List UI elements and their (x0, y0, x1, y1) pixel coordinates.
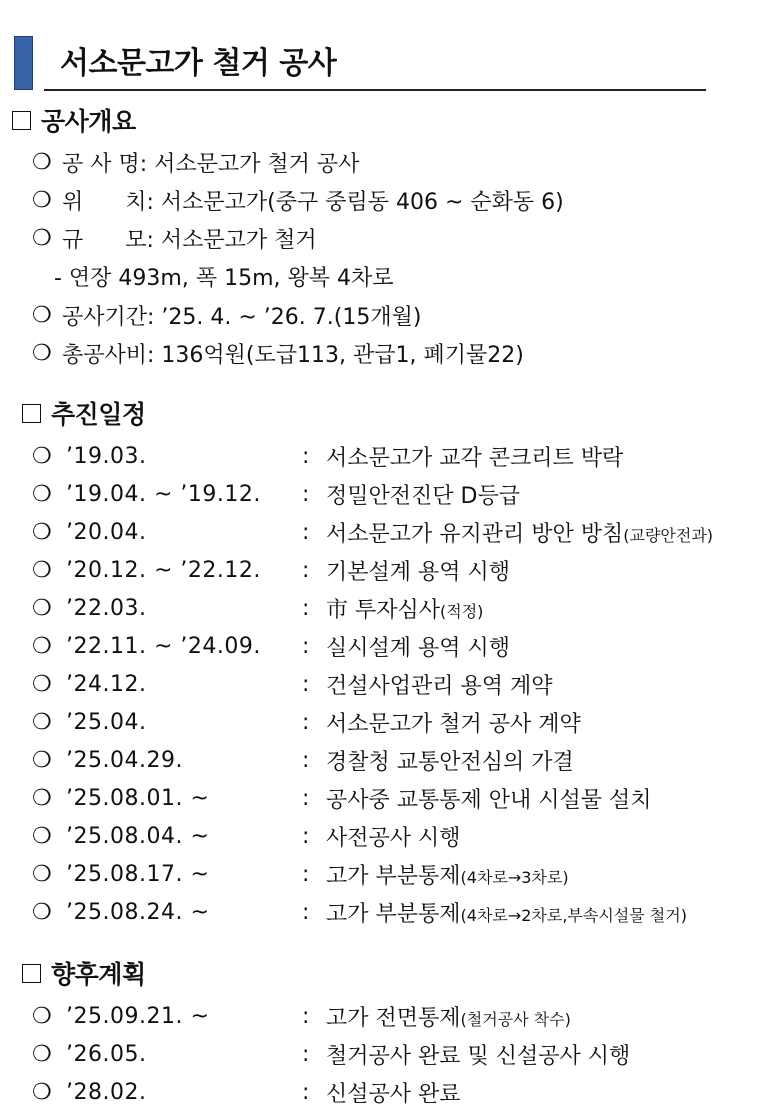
circle-bullet-icon: ❍ (32, 149, 52, 175)
page-title: 서소문고가 철거 공사 (60, 46, 337, 81)
colon: : (302, 861, 310, 887)
circle-bullet-icon: ❍ (32, 633, 52, 659)
schedule-date: ’22.03. (66, 595, 147, 621)
schedule-date: ’25.08.17. ~ (66, 861, 210, 887)
colon: : (302, 747, 310, 773)
desc-text: 고가 전면통제 (326, 1005, 461, 1031)
circle-bullet-icon: ❍ (32, 481, 52, 507)
schedule-desc (326, 897, 687, 928)
schedule-desc (326, 517, 713, 548)
desc-text: 철거공사 완료 및 신설공사 시행 (326, 1043, 631, 1069)
section-overview-heading (12, 103, 136, 137)
desc-text: 고가 부분통제 (326, 901, 461, 927)
schedule-desc (326, 783, 652, 814)
colon: : (302, 785, 310, 811)
colon: : (302, 557, 310, 583)
colon: : (302, 633, 310, 659)
schedule-desc (326, 859, 569, 890)
schedule-desc (326, 745, 574, 776)
desc-text: 건설사업관리 용역 계약 (326, 673, 553, 699)
schedule-desc (326, 479, 520, 510)
desc-note: (교량안전과) (623, 525, 714, 545)
schedule-desc (326, 555, 510, 586)
desc-text: 실시설계 용역 시행 (326, 635, 511, 661)
colon: : (302, 899, 310, 925)
schedule-date: ’25.04.29. (66, 747, 183, 773)
section-title: 추진일정 (51, 400, 146, 429)
circle-bullet-icon: ❍ (32, 187, 52, 213)
overview-text: 규 모: 서소문고가 철거 (62, 227, 317, 253)
desc-text: 사전공사 시행 (326, 825, 461, 851)
desc-text: 서소문고가 철거 공사 계약 (326, 711, 581, 737)
circle-bullet-icon: ❍ (32, 595, 52, 621)
desc-text: 서소문고가 유지관리 방안 방침 (326, 521, 624, 547)
colon: : (302, 443, 310, 469)
circle-bullet-icon: ❍ (32, 225, 52, 251)
circle-bullet-icon: ❍ (32, 785, 52, 811)
circle-bullet-icon: ❍ (32, 823, 52, 849)
future-desc (326, 1039, 630, 1070)
desc-text: 공사중 교통통제 안내 시설물 설치 (326, 787, 652, 813)
desc-text: 기본설계 용역 시행 (326, 559, 511, 585)
schedule-date: ’20.04. (66, 519, 147, 545)
schedule-desc (326, 631, 510, 662)
overview-subtext: - 연장 493m, 폭 15m, 왕복 4차로 (54, 265, 394, 291)
desc-text: 경찰청 교통안전심의 가결 (326, 749, 574, 775)
circle-bullet-icon: ❍ (32, 1003, 52, 1029)
future-desc (326, 1077, 461, 1108)
section-title: 공사개요 (41, 107, 136, 136)
colon: : (302, 595, 310, 621)
desc-note: (4차로→2차로,부속시설물 철거) (460, 905, 687, 925)
future-date: ’28.02. (66, 1079, 147, 1105)
desc-text: 서소문고가 교각 콘크리트 박락 (326, 445, 624, 471)
colon: : (302, 709, 310, 735)
section-schedule-heading (22, 396, 146, 430)
square-checkbox-icon (22, 404, 41, 423)
circle-bullet-icon: ❍ (32, 1041, 52, 1067)
desc-note: (적정) (440, 601, 484, 621)
schedule-date: ’24.12. (66, 671, 147, 697)
title-underline (44, 89, 706, 91)
desc-note: (철거공사 착수) (460, 1009, 571, 1029)
circle-bullet-icon: ❍ (32, 709, 52, 735)
colon: : (302, 519, 310, 545)
schedule-date: ’25.08.01. ~ (66, 785, 210, 811)
circle-bullet-icon: ❍ (32, 861, 52, 887)
overview-text: 공 사 명: 서소문고가 철거 공사 (62, 151, 360, 177)
schedule-date: ’25.08.24. ~ (66, 899, 210, 925)
colon: : (302, 481, 310, 507)
circle-bullet-icon: ❍ (32, 899, 52, 925)
schedule-date: ’25.08.04. ~ (66, 823, 210, 849)
schedule-date: ’19.03. (66, 443, 147, 469)
schedule-desc (326, 669, 553, 700)
colon: : (302, 671, 310, 697)
overview-text: 총공사비: 136억원(도급113, 관급1, 폐기물22) (62, 342, 524, 368)
circle-bullet-icon: ❍ (32, 671, 52, 697)
schedule-desc (326, 441, 623, 472)
circle-bullet-icon: ❍ (32, 443, 52, 469)
section-title: 향후계획 (51, 960, 146, 989)
circle-bullet-icon: ❍ (32, 747, 52, 773)
section-future-heading (22, 956, 146, 990)
circle-bullet-icon: ❍ (32, 302, 52, 328)
circle-bullet-icon: ❍ (32, 1079, 52, 1105)
schedule-desc (326, 707, 581, 738)
circle-bullet-icon: ❍ (32, 340, 52, 366)
schedule-desc (326, 821, 461, 852)
schedule-desc (326, 593, 483, 624)
colon: : (302, 823, 310, 849)
schedule-date: ’25.04. (66, 709, 147, 735)
colon: : (302, 1041, 310, 1067)
desc-note: (4차로→3차로) (460, 867, 569, 887)
desc-text: 고가 부분통제 (326, 863, 461, 889)
desc-text: 신설공사 완료 (326, 1081, 461, 1107)
title-accent-bar (14, 36, 33, 90)
future-desc (326, 1001, 571, 1032)
schedule-date: ’19.04. ~ ’19.12. (66, 481, 261, 507)
future-date: ’25.09.21. ~ (66, 1003, 210, 1029)
schedule-date: ’22.11. ~ ’24.09. (66, 633, 261, 659)
colon: : (302, 1003, 310, 1029)
desc-text: 市 투자심사 (326, 597, 441, 623)
square-checkbox-icon (12, 111, 31, 130)
overview-text: 위 치: 서소문고가(중구 중림동 406 ~ 순화동 6) (62, 189, 564, 215)
desc-text: 정밀안전진단 D등급 (326, 483, 520, 509)
future-date: ’26.05. (66, 1041, 147, 1067)
circle-bullet-icon: ❍ (32, 557, 52, 583)
square-checkbox-icon (22, 964, 41, 983)
colon: : (302, 1079, 310, 1105)
overview-text: 공사기간: ’25. 4. ~ ’26. 7.(15개월) (62, 304, 422, 330)
schedule-date: ’20.12. ~ ’22.12. (66, 557, 261, 583)
circle-bullet-icon: ❍ (32, 519, 52, 545)
